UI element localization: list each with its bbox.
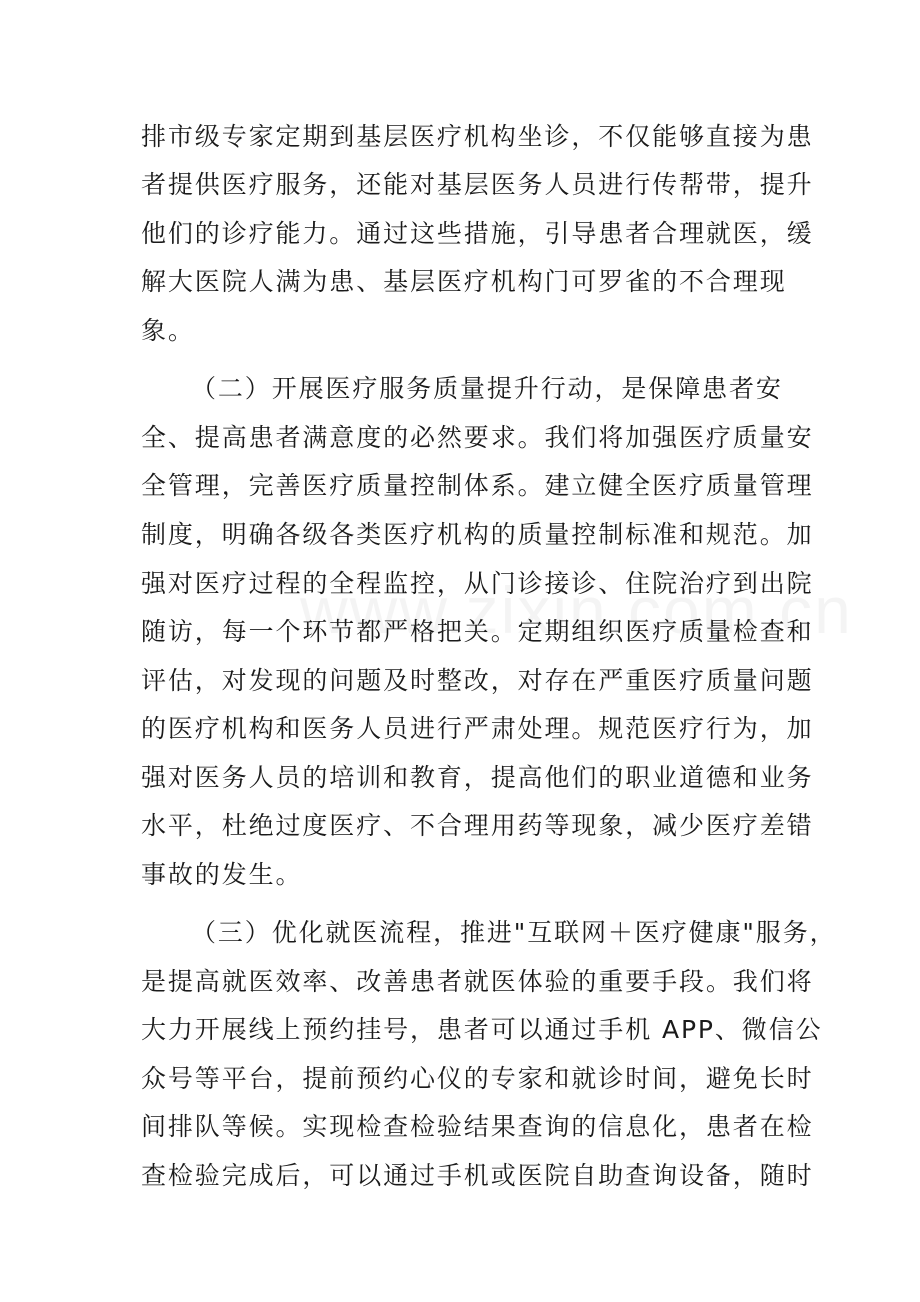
text-line: 排市级专家定期到基层医疗机构坐诊，不仅能够直接为患 bbox=[141, 122, 814, 151]
text-line: 评估，对发现的问题及时整改，对存在严重医疗质量问题 bbox=[141, 666, 814, 695]
section-heading-2: （二）开展医疗服务质量提升行动，是保障患者安 bbox=[191, 374, 783, 403]
text-line: 者提供医疗服务，还能对基层医务人员进行传帮带，提升 bbox=[141, 170, 814, 199]
text-line: 解大医院人满为患、基层医疗机构门可罗雀的不合理现 bbox=[141, 267, 787, 296]
text-line: 强对医疗过程的全程监控，从门诊接诊、住院治疗到出院 bbox=[141, 569, 814, 598]
section-heading-3: （三）优化就医流程，推进"互联网＋医疗健康"服务， bbox=[191, 918, 837, 947]
text-line: 众号等平台，提前预约心仪的专家和就诊时间，避免长时 bbox=[141, 1064, 814, 1093]
text-line: 间排队等候。实现检查检验结果查询的信息化，患者在检 bbox=[141, 1112, 814, 1141]
text-line: 随访，每一个环节都严格把关。定期组织医疗质量检查和 bbox=[141, 617, 814, 646]
text-line: 大力开展线上预约挂号，患者可以通过手机 APP、微信公 bbox=[141, 1015, 823, 1044]
text-line: 查检验完成后，可以通过手机或医院自助查询设备，随时 bbox=[141, 1161, 814, 1190]
text-line: 是提高就医效率、改善患者就医体验的重要手段。我们将 bbox=[141, 967, 814, 996]
text-line: 制度，明确各级各类医疗机构的质量控制标准和规范。加 bbox=[141, 520, 814, 549]
text-line: 象。 bbox=[141, 316, 195, 345]
text-line: 的医疗机构和医务人员进行严肃处理。规范医疗行为，加 bbox=[141, 714, 814, 743]
text-line: 水平，杜绝过度医疗、不合理用药等现象，减少医疗差错 bbox=[141, 811, 814, 840]
text-line: 强对医务人员的培训和教育，提高他们的职业道德和业务 bbox=[141, 763, 814, 792]
text-line: 全、提高患者满意度的必然要求。我们将加强医疗质量安 bbox=[141, 423, 814, 452]
text-line: 事故的发生。 bbox=[141, 860, 303, 889]
text-line: 全管理，完善医疗质量控制体系。建立健全医疗质量管理 bbox=[141, 471, 814, 500]
text-line: 他们的诊疗能力。通过这些措施，引导患者合理就医，缓 bbox=[141, 219, 814, 248]
